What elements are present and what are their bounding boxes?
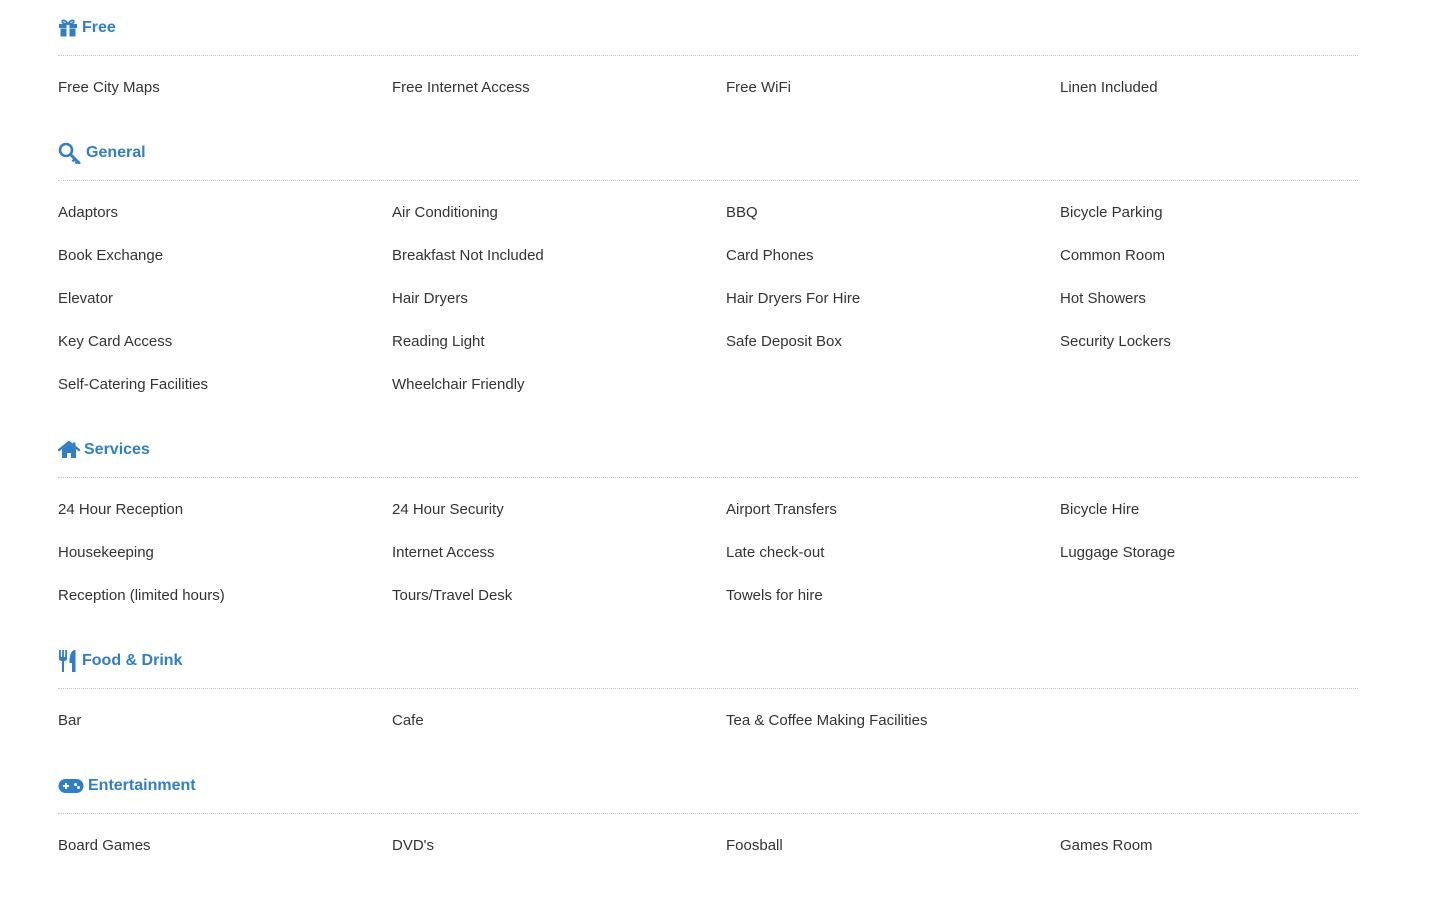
amenity-item: Linen Included bbox=[1060, 79, 1158, 96]
amenity-item: Wheelchair Friendly bbox=[392, 376, 525, 393]
amenity-item: Elevator bbox=[58, 290, 114, 307]
amenity-item: Reception (limited hours) bbox=[58, 587, 225, 604]
amenity-item: Reading Light bbox=[392, 333, 485, 350]
section-free bbox=[58, 0, 1358, 125]
section-title: Food & Drink bbox=[82, 651, 183, 669]
amenity-item: Security Lockers bbox=[1060, 333, 1171, 350]
amenity-item: Air Conditioning bbox=[392, 204, 498, 221]
amenity-item: Airport Transfers bbox=[726, 501, 837, 518]
section-general bbox=[58, 125, 1358, 422]
amenity-item: Key Card Access bbox=[58, 333, 173, 350]
amenity-item: Bicycle Hire bbox=[1060, 501, 1140, 518]
amenity-item: Adaptors bbox=[58, 204, 119, 221]
amenity-item: Bar bbox=[58, 712, 82, 729]
amenity-item: DVD's bbox=[392, 837, 435, 854]
amenity-item: Free Internet Access bbox=[392, 79, 530, 96]
amenity-item: Luggage Storage bbox=[1060, 544, 1176, 561]
section-header-entertainment bbox=[58, 758, 1358, 814]
section-services bbox=[58, 422, 1358, 633]
section-title: Services bbox=[84, 440, 150, 458]
amenity-item: Cafe bbox=[392, 712, 424, 729]
section-header-food-drink bbox=[58, 633, 1358, 689]
amenity-item: Internet Access bbox=[392, 544, 495, 561]
amenity-grid bbox=[58, 478, 1358, 633]
amenity-item: Bicycle Parking bbox=[1060, 204, 1163, 221]
section-entertainment bbox=[58, 758, 1358, 883]
amenity-item: BBQ bbox=[726, 204, 758, 221]
section-title: Entertainment bbox=[88, 776, 196, 794]
section-header-services bbox=[58, 422, 1358, 478]
amenity-item: Tea & Coffee Making Facilities bbox=[726, 712, 928, 729]
amenity-item: Hair Dryers For Hire bbox=[726, 290, 861, 307]
amenity-item: Board Games bbox=[58, 837, 151, 854]
amenity-item: Hot Showers bbox=[1060, 290, 1146, 307]
amenity-item: Games Room bbox=[1060, 837, 1153, 854]
amenity-item: Free City Maps bbox=[58, 79, 160, 96]
amenity-item: Book Exchange bbox=[58, 247, 164, 264]
amenity-item: Common Room bbox=[1060, 247, 1166, 264]
gamepad-icon bbox=[58, 778, 84, 794]
amenity-item: Late check-out bbox=[726, 544, 825, 561]
amenity-item: Breakfast Not Included bbox=[392, 247, 544, 264]
amenity-item: Self-Catering Facilities bbox=[58, 376, 209, 393]
section-title: Free bbox=[82, 18, 116, 36]
amenity-item: Hair Dryers bbox=[392, 290, 468, 307]
home-icon bbox=[58, 441, 80, 459]
amenity-grid bbox=[58, 814, 1358, 883]
amenity-grid bbox=[58, 56, 1358, 125]
amenity-item: Foosball bbox=[726, 837, 783, 854]
amenity-item: 24 Hour Security bbox=[392, 501, 504, 518]
section-title: General bbox=[86, 143, 146, 161]
amenity-item: Free WiFi bbox=[726, 79, 791, 96]
amenity-item: Housekeeping bbox=[58, 544, 154, 561]
amenity-grid bbox=[58, 181, 1358, 422]
amenity-item: 24 Hour Reception bbox=[58, 501, 184, 518]
key-icon bbox=[58, 142, 82, 164]
section-header-general bbox=[58, 125, 1358, 181]
gift-icon bbox=[58, 19, 78, 37]
amenity-item: Card Phones bbox=[726, 247, 814, 264]
section-food-drink bbox=[58, 633, 1358, 758]
amenity-item: Safe Deposit Box bbox=[726, 333, 842, 350]
amenity-grid bbox=[58, 689, 1358, 758]
amenity-item: Tours/Travel Desk bbox=[392, 587, 513, 604]
facilities-list bbox=[58, 0, 1358, 883]
amenity-item: Towels for hire bbox=[726, 587, 823, 604]
utensils-icon bbox=[58, 649, 78, 673]
section-header-free bbox=[58, 0, 1358, 56]
